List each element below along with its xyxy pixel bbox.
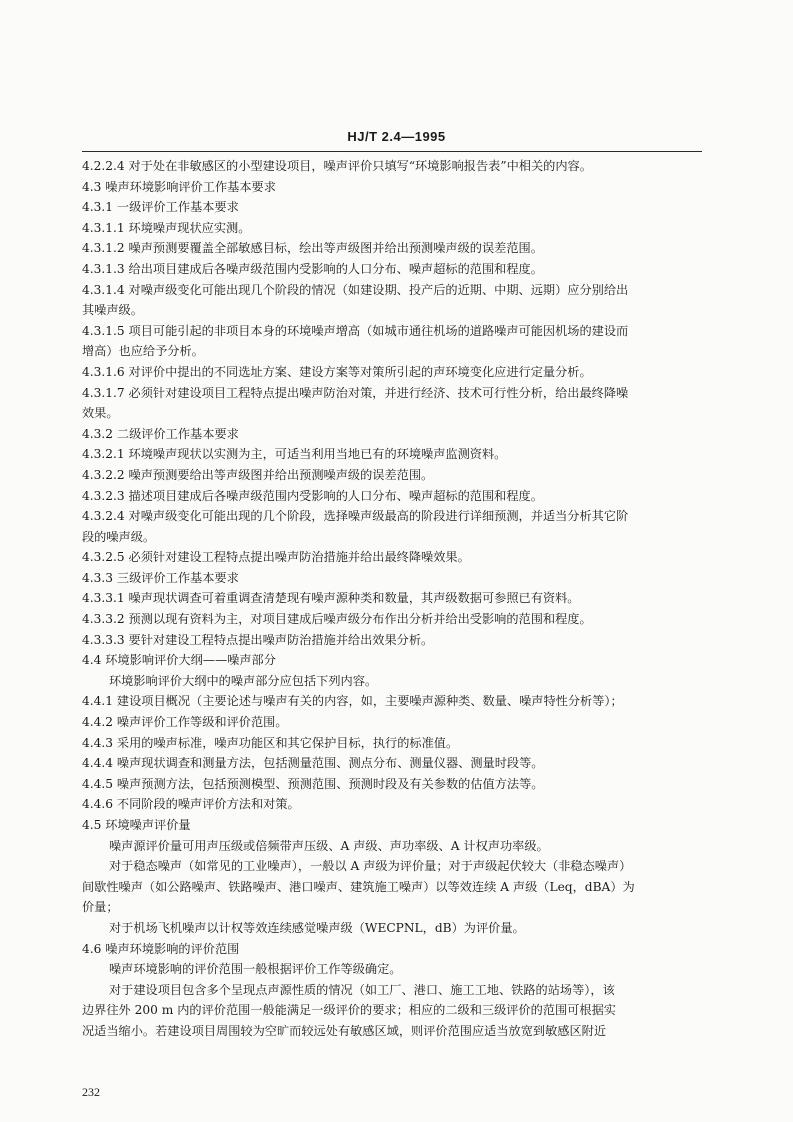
text-line: 4.3.3.3 要针对建设工程特点提出噪声防治措施并给出效果分析。 [82,632,434,647]
text-line: 4.3.1.7 必须针对建设项目工程特点提出噪声防治对策，并进行经济、技术可行性分析，给出最终降噪 [82,385,629,400]
text-line: 效果。 [82,406,119,421]
text-line: 4.3.1.5 项目可能引起的非项目本身的环境噪声增高（如城市通往机场的道路噪声可能因机场的建设而 [82,323,629,338]
text-line: 4.2.2.4 对于处在非敏感区的小型建设项目，噪声评价只填写“环境影响报告表”中相关的内容。 [82,159,592,173]
standard-code-header: HJ/T 2.4—1995 [347,129,446,144]
text-line: 4.6 噪声环境影响的评价范围 [82,941,240,956]
text-line: 4.4.3 采用的噪声标准，噪声功能区和其它保护目标，执行的标准值。 [82,735,459,750]
text-line: 对于稳态噪声（如常见的工业噪声），一般以 A 声级为评价量；对于声级起伏较大（非稳态噪声） [109,859,632,874]
text-line: 4.3.3.1 噪声现状调查可着重调查清楚现有噪声源种类和数量，其声级数据可参照已有资料。 [82,591,580,606]
text-line: 4.4.4 噪声现状调查和测量方法，包括测量范围、测点分布、测量仪器、测量时段等。 [82,756,544,771]
text-line: 对于建设项目包含多个呈现点声源性质的情况（如工厂、港口、施工工地、铁路的站场等），该 [109,982,615,997]
text-line: 4.3.1.2 噪声预测要覆盖全部敏感目标，绘出等声级图并给出预测噪声级的误差范围。 [82,241,543,256]
text-line: 4.3.2.3 描述项目建成后各噪声级范围内受影响的人口分布、噪声超标的范围和程度。 [82,488,543,503]
text-line: 况适当缩小。若建设项目周围较为空旷而较远处有敏感区域，则评价范围应适当放宽到敏感区附近 [82,1023,607,1038]
text-line: 4.3.1.1 环境噪声现状应实测。 [82,220,251,235]
text-line: 对于机场飞机噪声以计权等效连续感觉噪声级（WECPNL，dB）为评价量。 [109,920,525,935]
text-line: 4.4.6 不同阶段的噪声评价方法和对策。 [82,797,300,812]
text-line: 4.3 噪声环境影响评价工作基本要求 [82,179,276,194]
text-line: 价量； [82,900,119,915]
text-line: 4.4 环境影响评价大纲——噪声部分 [82,653,276,668]
text-line: 4.3.3.2 预测以现有资料为主，对项目建成后噪声级分布作出分析并给出受影响的范围和程度。 [82,612,592,627]
page-number: 232 [82,1085,100,1099]
text-line: 4.4.5 噪声预测方法，包括预测模型、预测范围、预测时段及有关参数的估值方法等。 [82,776,544,791]
text-line: 噪声源评价量可用声压级或倍频带声压级、A 声级、声功率级、A 计权声功率级。 [109,838,549,853]
text-line: 4.3.2 二级评价工作基本要求 [82,426,239,441]
text-line: 4.3.3 三级评价工作基本要求 [82,570,239,585]
text-line: 4.3.2.1 环境噪声现状以实测为主，可适当利用当地已有的环境噪声监测资料。 [82,447,507,462]
text-line: 4.3.2.4 对噪声级变化可能出现的几个阶段，选择噪声级最高的阶段进行详细预测，并适当分析其它阶 [82,509,629,524]
text-line: 4.4.1 建设项目概况（主要论述与噪声有关的内容，如，主要噪声源种类、数量、噪声特性分析等）； [82,694,623,709]
text-line: 4.4.2 噪声评价工作等级和评价范围。 [82,715,288,730]
text-line: 4.3.1.4 对噪声级变化可能出现几个阶段的情况（如建设期、投产后的近期、中期、远期）应分别给出 [82,282,629,297]
text-line: 4.3.1 一级评价工作基本要求 [82,200,239,215]
text-line: 间歇性噪声（如公路噪声、铁路噪声、港口噪声、建筑施工噪声）以等效连续 A 声级（Leq，dBA）为 [82,879,635,894]
text-line: 噪声环境影响的评价范围一般根据评价工作等级确定。 [109,962,402,977]
text-line: 4.3.2.5 必须针对建设工程特点提出噪声防治措施并给出最终降噪效果。 [82,550,470,565]
text-line: 4.3.1.6 对评价中提出的不同选址方案、建设方案等对策所引起的声环境变化应进行定量分析。 [82,364,592,379]
text-line: 4.3.1.3 给出项目建成后各噪声级范围内受影响的人口分布、噪声超标的范围和程度。 [82,261,543,276]
text-line: 段的噪声级。 [82,529,156,544]
text-line: 其噪声级。 [82,303,143,318]
text-line: 4.3.2.2 噪声预测要给出等声级图并给出预测噪声级的误差范围。 [82,467,434,482]
text-line: 环境影响评价大纲中的噪声部分应包括下列内容。 [109,673,378,688]
header-rule [82,151,702,152]
text-line: 增高）也应给予分析。 [82,344,204,359]
text-line: 4.5 环境噪声评价量 [82,818,191,832]
text-line: 边界往外 200 m 内的评价范围一般能满足一级评价的要求；相应的二级和三级评价的范围可根据实 [82,1003,616,1018]
body-text [82,156,702,1042]
